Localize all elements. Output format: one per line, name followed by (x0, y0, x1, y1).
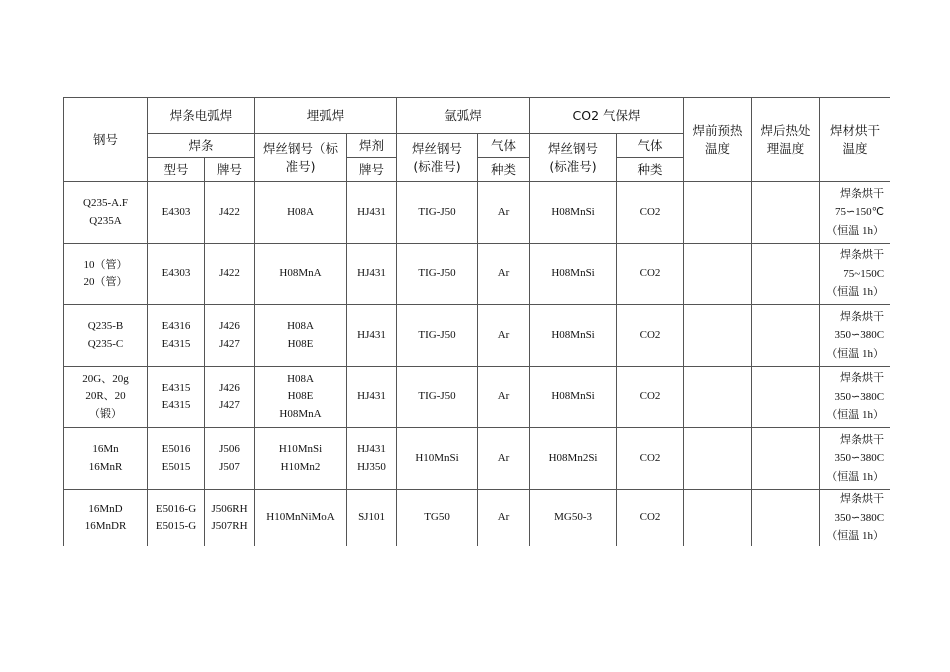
bake-temp-cell-line: （恒温 1h） (826, 286, 885, 299)
preheat-cell (684, 305, 752, 367)
tig-gas-header: 气体 (478, 134, 530, 158)
co2-wire-cell: H08MnSi (530, 367, 617, 428)
tig-wire-cell: TG50 (397, 490, 478, 547)
bake-temp-cell-line: 350∽380C (834, 452, 885, 465)
electrode-model-cell (148, 367, 205, 428)
bake-temp-cell-line: 350∽380C (834, 511, 885, 524)
flux-brand-cell (347, 182, 397, 244)
welding-materials-table (63, 97, 890, 546)
co2-wire-cell: H08Mn2Si (530, 428, 617, 490)
postheat-header-line: 理温度 (766, 140, 805, 156)
electrode-brand-cell-line: J426 (219, 381, 240, 394)
steel-grade-cell (64, 367, 148, 428)
electrode-brand-cell-line: J507RH (211, 520, 248, 532)
bake-temp-cell-line: （恒温 1h） (826, 224, 885, 237)
electrode-brand-cell-line: J427 (219, 399, 240, 411)
co2-wire-header-line: (标准号) (549, 158, 597, 174)
bake-temp-cell (820, 428, 890, 490)
bake-temp-cell-line: 350∽380C (834, 390, 885, 403)
saw-wire-cell (255, 490, 347, 547)
saw-wire-header-line: 焊丝钢号（标 (263, 140, 339, 156)
tig-gas-cell: Ar (478, 490, 530, 547)
steel-grade-cell-line: Q235-B (87, 320, 124, 332)
electrode-model-cell (148, 244, 205, 305)
co2-wire-cell: MG50-3 (530, 490, 617, 547)
co2-gas-header: 气体 (617, 134, 684, 158)
tig-gas-cell: Ar (478, 182, 530, 244)
postheat-cell (752, 244, 820, 305)
saw-wire-cell-line: H10MnSi (278, 443, 323, 455)
co2-wire-header (530, 134, 617, 182)
electrode-model-cell (148, 490, 205, 547)
flux-brand-cell (347, 244, 397, 305)
saw-wire-cell-line: H08MnA (279, 407, 322, 420)
flux-brand-cell-line: SJ101 (358, 511, 385, 524)
bake-header (820, 98, 890, 182)
saw-wire-cell-line: H10MnNiMoA (266, 511, 335, 524)
electrode-model-cell-line: E5015 (161, 460, 191, 473)
steel-grade-cell (64, 305, 148, 367)
steel-grade-cell-line: Q235A (89, 214, 122, 227)
preheat-cell (684, 244, 752, 305)
preheat-header (684, 98, 752, 182)
steel-grade-cell-line: Q235-A.F (83, 197, 128, 209)
bake-temp-cell-line: 75~150C (843, 267, 885, 280)
postheat-cell (752, 305, 820, 367)
steel-grade-cell-line: 20R、20 (85, 390, 126, 403)
postheat-cell (752, 428, 820, 490)
flux-brand-cell (347, 428, 397, 490)
saw-wire-cell-line: H08A (287, 320, 314, 332)
steel-grade-cell-line: Q235-C (87, 337, 124, 350)
co2-gas-cell: CO2 (617, 244, 684, 305)
saw-wire-cell (255, 244, 347, 305)
postheat-cell (752, 490, 820, 547)
tig-gas-cell: Ar (478, 305, 530, 367)
saw-wire-cell-line: H08A (287, 205, 314, 218)
electrode-model-cell-line: E4303 (161, 205, 191, 218)
submerged-arc-header: 埋弧焊 (255, 98, 397, 134)
co2-gas-cell: CO2 (617, 305, 684, 367)
co2-gas-cell: CO2 (617, 367, 684, 428)
co2-gas-cell: CO2 (617, 428, 684, 490)
electrode-brand-cell-line: J506RH (211, 502, 248, 515)
steel-grade-cell-line: 16MnR (88, 460, 123, 473)
table-row (64, 305, 891, 367)
electrode-model-cell-line: E4315 (161, 399, 191, 411)
co2-gas-cell: CO2 (617, 490, 684, 547)
preheat-cell (684, 367, 752, 428)
saw-wire-cell (255, 428, 347, 490)
welding-spec-table-page (63, 97, 890, 546)
steel-grade-cell (64, 244, 148, 305)
saw-wire-cell-line: H08E (287, 337, 314, 350)
preheat-cell (684, 490, 752, 547)
electrode-brand-cell (205, 490, 255, 547)
bake-temp-cell-line: （恒温 1h） (826, 409, 885, 422)
table-row (64, 367, 891, 428)
co2-wire-cell: H08MnSi (530, 182, 617, 244)
electrode-model-cell-line: E4315 (161, 337, 191, 350)
bake-temp-cell-line: 焊条烘干 (840, 433, 885, 446)
bake-temp-cell-line: 焊条烘干 (840, 493, 885, 506)
saw-wire-cell-line: H08E (287, 390, 314, 403)
steel-grade-header: 钢号 (64, 98, 148, 182)
bake-temp-cell-line: 350∽380C (834, 329, 885, 342)
electrode-brand-cell-line: J427 (219, 337, 240, 350)
flux-brand-cell (347, 490, 397, 547)
tig-wire-cell: H10MnSi (397, 428, 478, 490)
saw-wire-header-line: 准号) (285, 158, 316, 174)
electrode-brand-cell (205, 428, 255, 490)
bake-temp-cell-line: 焊条烘干 (840, 249, 885, 262)
electrode-header: 焊条 (148, 134, 255, 158)
flux-brand-cell-line: HJ431 (357, 328, 386, 341)
argon-arc-header: 氩弧焊 (397, 98, 530, 134)
tig-wire-header-line: (标准号) (413, 158, 461, 174)
flux-brand-cell-line: HJ431 (357, 390, 386, 403)
steel-grade-cell-line: 20（管） (83, 276, 128, 288)
electrode-model-cell-line: E4316 (161, 320, 191, 332)
bake-temp-cell (820, 305, 890, 367)
saw-wire-cell (255, 305, 347, 367)
preheat-header-line: 温度 (705, 140, 731, 156)
flux-header: 焊剂 (347, 134, 397, 158)
table-row (64, 182, 891, 244)
electrode-model-cell (148, 428, 205, 490)
table-body (64, 182, 891, 547)
steel-grade-cell (64, 428, 148, 490)
flux-brand-cell-line: HJ431 (357, 205, 386, 218)
steel-grade-cell-line: 10（管） (83, 258, 128, 271)
brand-header: 牌号 (205, 158, 255, 182)
flux-brand-cell-line: HJ431 (357, 443, 386, 455)
co2-welding-header: CO2 气保焊 (530, 98, 684, 134)
flux-brand-header: 牌号 (347, 158, 397, 182)
electrode-model-cell-line: E5016-G (155, 502, 197, 515)
preheat-cell (684, 428, 752, 490)
tig-wire-header-line: 焊丝钢号 (412, 140, 463, 156)
header-row-1 (64, 98, 891, 134)
tig-wire-cell: TIG-J50 (397, 182, 478, 244)
postheat-header (752, 98, 820, 182)
electrode-brand-cell (205, 182, 255, 244)
steel-grade-cell-line: 16MnDR (84, 520, 127, 532)
electrode-brand-cell-line: J422 (219, 267, 240, 280)
bake-temp-cell-line: 焊条烘干 (840, 187, 885, 200)
saw-wire-cell (255, 182, 347, 244)
steel-grade-cell (64, 182, 148, 244)
co2-wire-cell: H08MnSi (530, 244, 617, 305)
bake-temp-cell (820, 182, 890, 244)
electrode-brand-cell-line: J422 (219, 205, 240, 218)
electrode-model-cell-line: E4303 (161, 267, 191, 280)
steel-grade-cell-line: 16MnD (88, 502, 123, 515)
saw-wire-cell (255, 367, 347, 428)
table-row (64, 428, 891, 490)
steel-grade-cell-line: 20G、20g (82, 372, 129, 385)
steel-grade-cell-line: 16Mn (92, 443, 119, 455)
bake-temp-cell-line: 焊条烘干 (840, 372, 885, 385)
arc-welding-header: 焊条电弧焊 (148, 98, 255, 134)
electrode-brand-cell (205, 305, 255, 367)
table-row (64, 490, 891, 547)
tig-wire-cell: TIG-J50 (397, 305, 478, 367)
bake-header-line: 焊材烘干 (830, 122, 881, 138)
electrode-model-cell-line: E4315 (161, 381, 191, 394)
electrode-model-cell (148, 305, 205, 367)
co2-wire-header-line: 焊丝钢号 (548, 140, 599, 156)
co2-gas-cell: CO2 (617, 182, 684, 244)
bake-temp-cell-line: （恒温 1h） (826, 470, 885, 483)
postheat-cell (752, 182, 820, 244)
tig-wire-header (397, 134, 478, 182)
electrode-brand-cell-line: J507 (219, 460, 240, 473)
flux-brand-cell-line: HJ350 (357, 460, 386, 473)
bake-temp-cell (820, 244, 890, 305)
co2-gas-type-header: 种类 (617, 158, 684, 182)
electrode-brand-cell-line: J506 (219, 443, 240, 455)
preheat-header-line: 焊前预热 (692, 122, 743, 138)
electrode-model-cell-line: E5016 (161, 443, 191, 455)
postheat-cell (752, 367, 820, 428)
steel-grade-cell-line: （锻） (89, 407, 122, 420)
table-row (64, 244, 891, 305)
tig-wire-cell: TIG-J50 (397, 367, 478, 428)
bake-temp-cell-line: 焊条烘干 (840, 310, 885, 323)
bake-temp-cell-line: 75∽150℃ (834, 206, 885, 219)
electrode-brand-cell-line: J426 (219, 320, 240, 332)
flux-brand-cell-line: HJ431 (357, 267, 386, 280)
tig-gas-cell: Ar (478, 428, 530, 490)
co2-wire-cell: H08MnSi (530, 305, 617, 367)
model-header: 型号 (148, 158, 205, 182)
bake-temp-cell (820, 367, 890, 428)
bake-header-line: 温度 (842, 140, 868, 156)
saw-wire-cell-line: H10Mn2 (280, 460, 321, 473)
bake-temp-cell-line: （恒温 1h） (826, 347, 885, 360)
saw-wire-header (255, 134, 347, 182)
saw-wire-cell-line: H08MnA (279, 267, 322, 280)
bake-temp-cell (820, 490, 890, 547)
preheat-cell (684, 182, 752, 244)
postheat-header-line: 焊后热处 (760, 122, 811, 138)
electrode-brand-cell (205, 367, 255, 428)
flux-brand-cell (347, 305, 397, 367)
electrode-model-cell (148, 182, 205, 244)
electrode-model-cell-line: E5015-G (155, 520, 197, 532)
saw-wire-cell-line: H08A (287, 372, 314, 385)
bake-temp-cell-line: （恒温 1h） (826, 530, 885, 543)
steel-grade-cell (64, 490, 148, 547)
tig-gas-cell: Ar (478, 244, 530, 305)
tig-gas-cell: Ar (478, 367, 530, 428)
tig-gas-type-header: 种类 (478, 158, 530, 182)
flux-brand-cell (347, 367, 397, 428)
tig-wire-cell: TIG-J50 (397, 244, 478, 305)
electrode-brand-cell (205, 244, 255, 305)
